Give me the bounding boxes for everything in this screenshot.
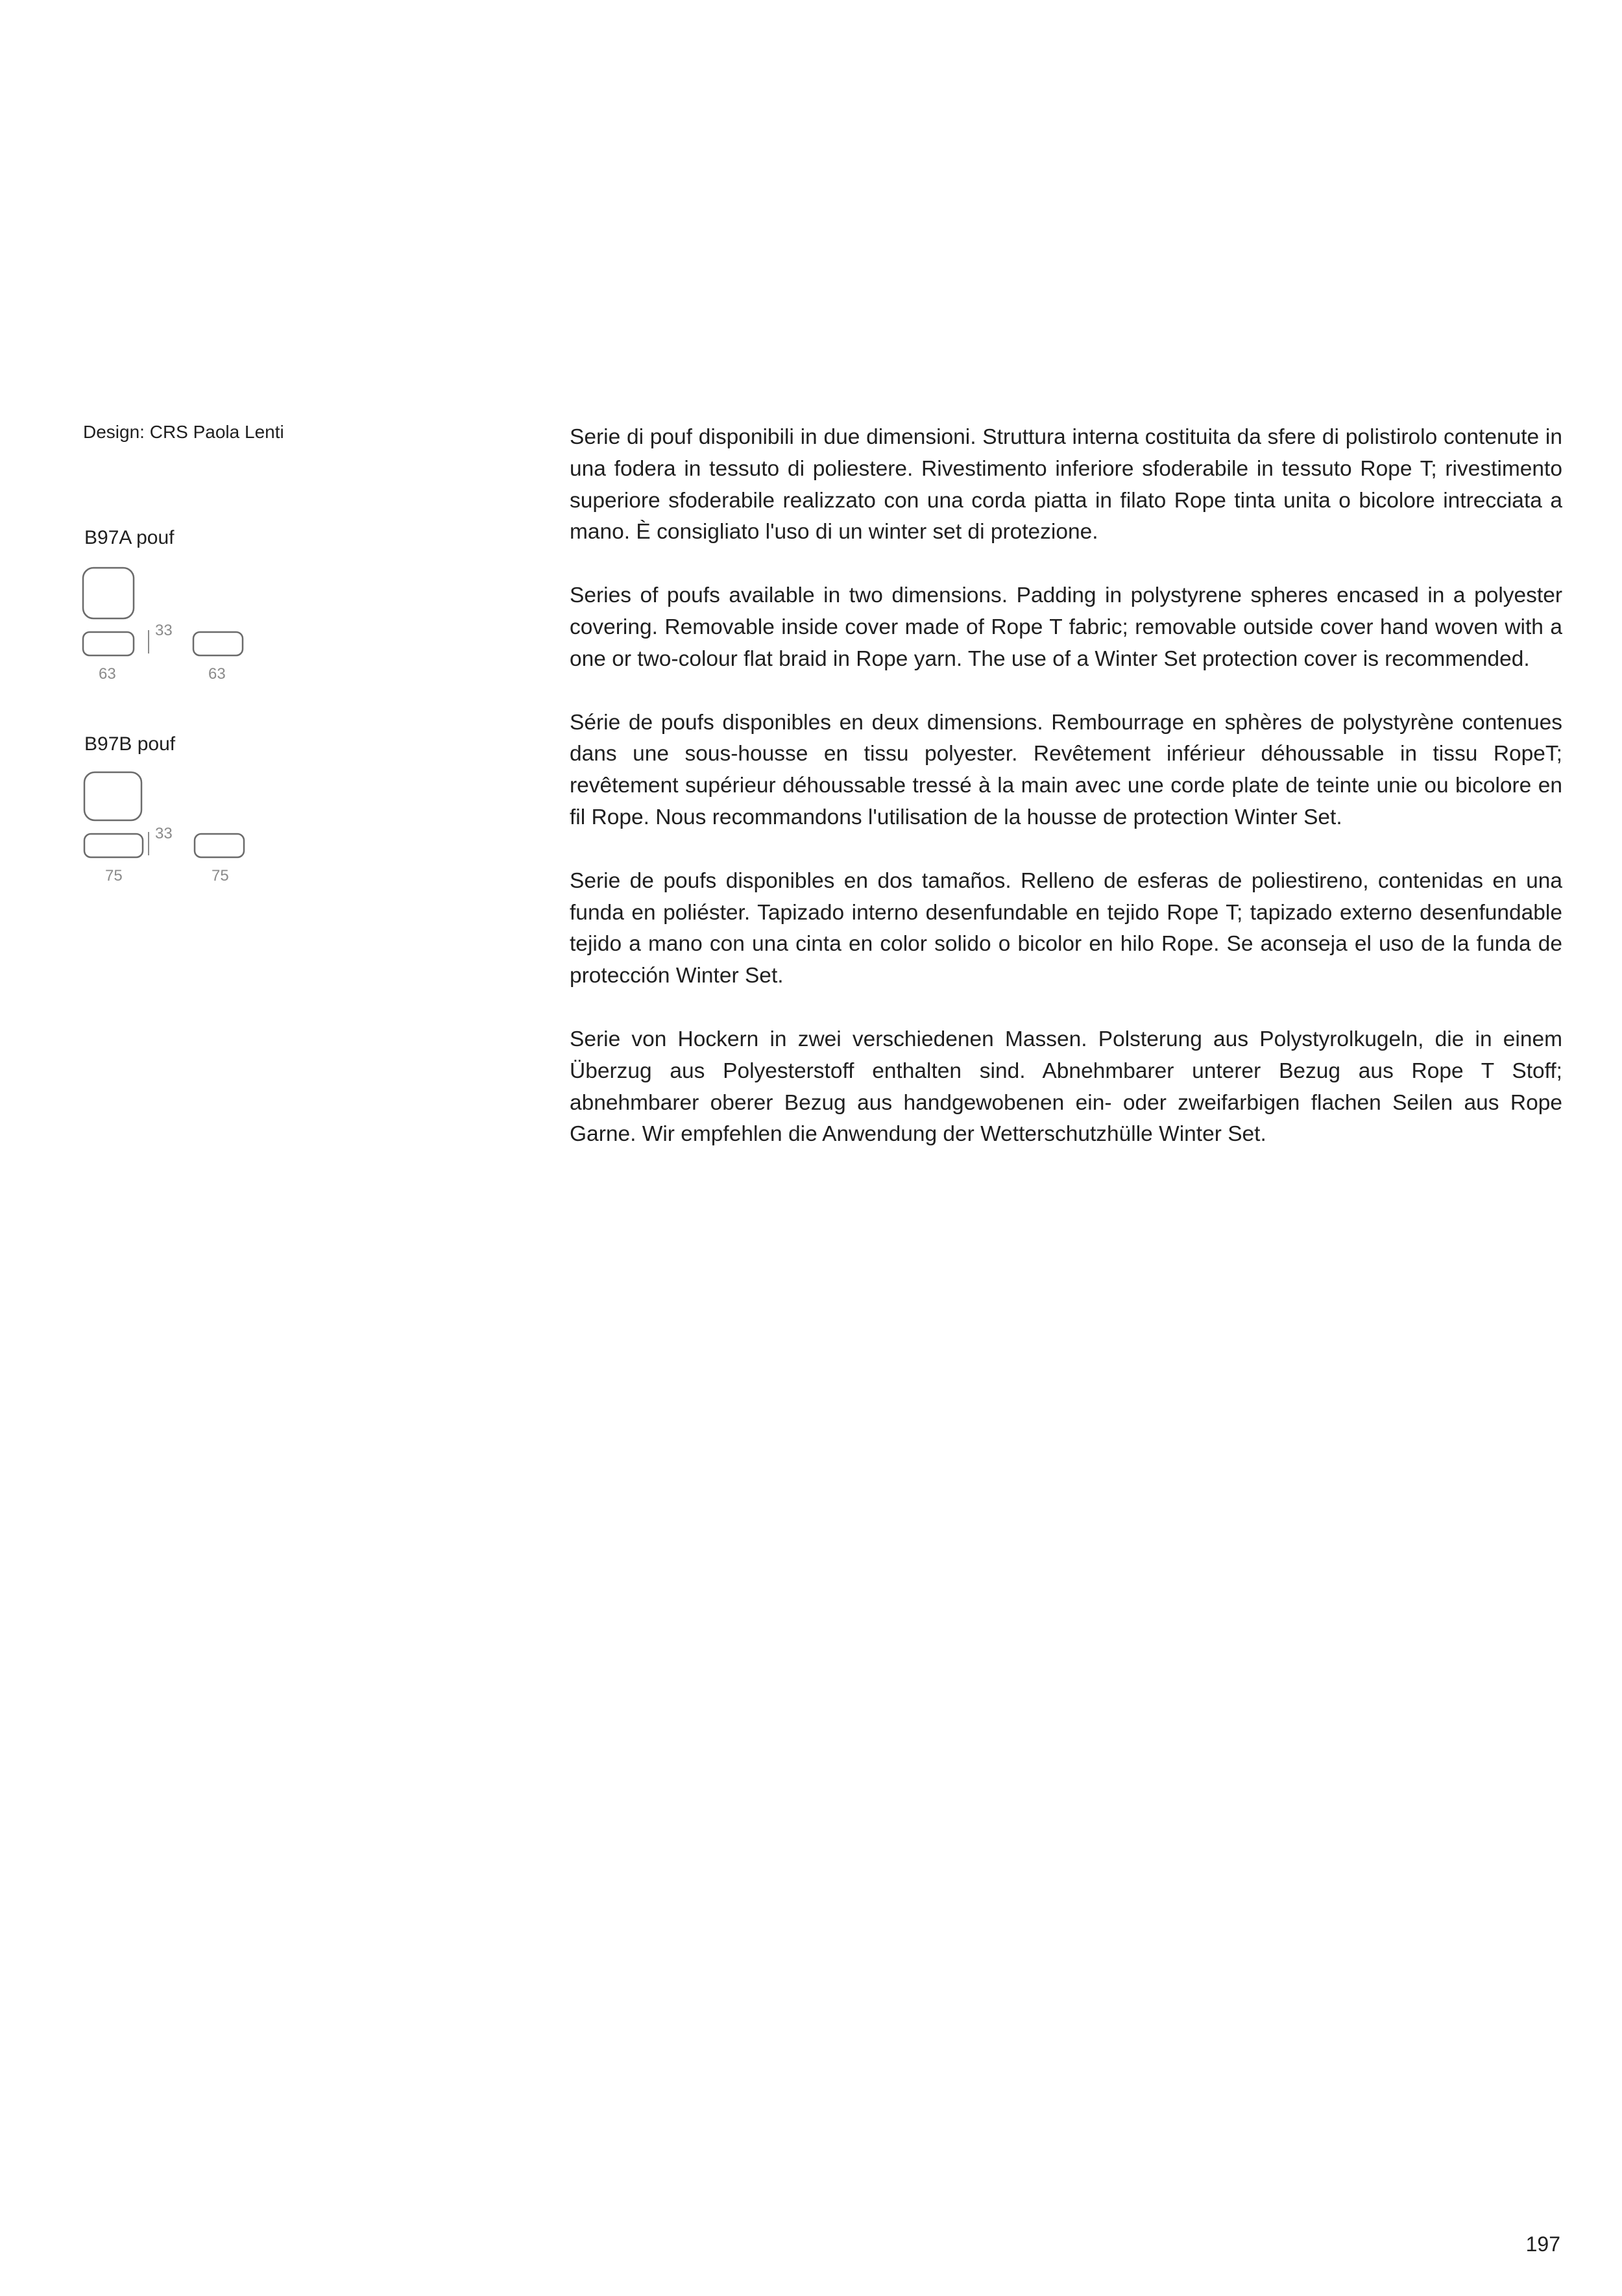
pouf-front-view bbox=[84, 834, 143, 857]
width-dimension-front: 75 bbox=[105, 867, 123, 885]
height-dimension: 33 bbox=[155, 622, 173, 639]
pouf-side-view bbox=[195, 834, 244, 857]
height-dimension: 33 bbox=[155, 825, 173, 842]
width-dimension-side: 75 bbox=[212, 867, 229, 885]
product-title-b97b: B97B pouf bbox=[84, 733, 176, 755]
description-german: Serie von Hockern in zwei verschiedenen Massen. Polsterung aus Polystyrolkugeln, die in einem Überzug aus Polyesterstoff enthalten sind. Abnehmbarer unterer Bezug aus Rope T Stoff; abnehmbarer oberer Bezug aus handgewobenen ein- oder zweifarbigen flachen Seilen aus Rope Garne. Wir empfehlen die Anwendung der Wetterschutzhülle Winter Set. bbox=[570, 1027, 1562, 1147]
description-italian: Serie di pouf disponibili in due dimensioni. Struttura interna costituita da sfere di polistirolo contenute in una fodera in tessuto di poliestere. Rivestimento inferiore sfoderabile in tessuto Rope T; rivestimento superiore sfoderabile realizzato con una corda piatta in filato Rope tinta unita o bicolore intrecciata a mano. È consigliato l'uso di un winter set di protezione. bbox=[570, 425, 1562, 544]
designer-credit: Design: CRS Paola Lenti bbox=[83, 422, 284, 442]
description-spanish: Serie de poufs disponibles en dos tamaños. Relleno de esferas de poliestireno, contenidas en una funda en poliéster. Tapizado interno desenfundable en tejido Rope T; tapizado externo desenfundable tejido a mano con una cinta en color solido o bicolor en hilo Rope. Se aconseja el uso de la funda de protección Winter Set. bbox=[570, 868, 1562, 988]
technical-drawing-b97a bbox=[83, 568, 278, 685]
pouf-front-view bbox=[83, 632, 134, 655]
pouf-top-view bbox=[83, 568, 134, 618]
product-title-b97a: B97A pouf bbox=[84, 527, 175, 548]
width-dimension-side: 63 bbox=[208, 665, 226, 683]
width-dimension-front: 63 bbox=[99, 665, 116, 683]
pouf-side-view bbox=[193, 632, 243, 655]
page-number: 197 bbox=[1525, 2232, 1560, 2256]
product-description bbox=[570, 422, 1562, 1182]
description-french: Série de poufs disponibles en deux dimensions. Rembourrage en sphères de polystyrène contenues dans une sous-housse en tissu polyester. Revêtement inférieur déhoussable in tissu RopeT; revêtement supérieur déhoussable tressé à la main avec une corde plate de teinte unie ou bicolore en fil Rope. Nous recommandons l'utilisation de la housse de protection Winter Set. bbox=[570, 710, 1562, 829]
technical-drawing-b97b bbox=[83, 772, 278, 889]
pouf-top-view bbox=[84, 772, 141, 820]
description-english: Series of poufs available in two dimensions. Padding in polystyrene spheres encased in a polyester covering. Removable inside cover made of Rope T fabric; removable outside cover hand woven with a one or two-colour flat braid in Rope yarn. The use of a Winter Set protection cover is recommended. bbox=[570, 583, 1562, 671]
